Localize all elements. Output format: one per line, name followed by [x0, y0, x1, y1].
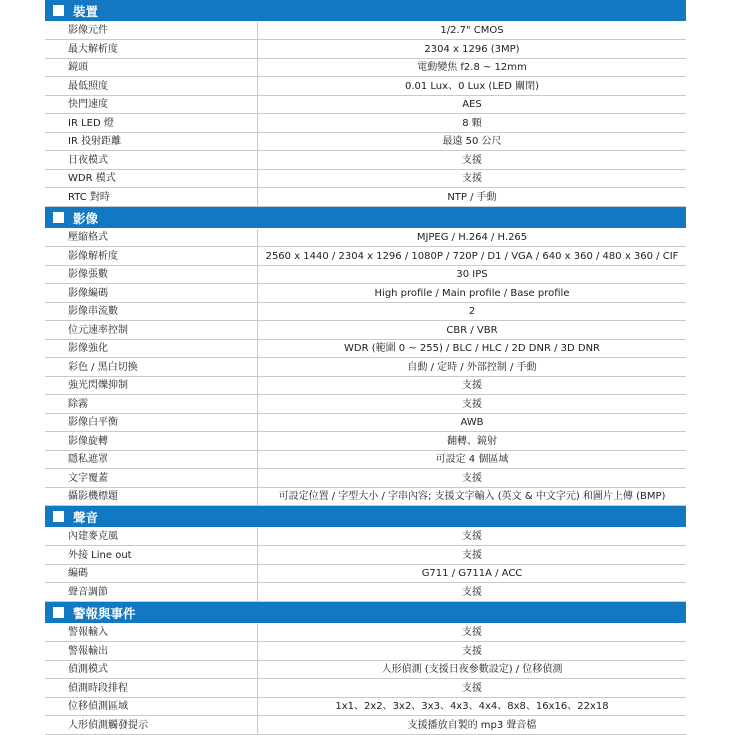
spec-value: 支援 [462, 380, 482, 391]
spec-row [45, 469, 686, 488]
section-title: 裝置 [73, 3, 99, 19]
spec-value: 支援 [462, 646, 482, 657]
spec-row [45, 395, 686, 414]
section-square-icon [53, 511, 64, 522]
spec-label: 最低照度 [45, 77, 258, 95]
spec-label: 影像張數 [45, 266, 258, 283]
spec-label: 文字覆蓋 [45, 469, 258, 487]
spec-value: 電動變焦 f2.8 ~ 12mm [417, 62, 527, 73]
spec-label: 內建麥克風 [45, 528, 258, 545]
spec-row [45, 642, 686, 661]
spec-label: 攝影機標題 [45, 488, 258, 505]
spec-row [45, 358, 686, 377]
spec-row [45, 679, 686, 698]
spec-row [45, 698, 686, 716]
spec-value: 可設定位置 / 字型大小 / 字串內容; 支援文字輸入 (英文 & 中文字元) 和圖片上傳 (BMP) [278, 491, 666, 502]
spec-row [45, 546, 686, 565]
section-title: 影像 [73, 210, 99, 226]
spec-label: 最大解析度 [45, 40, 258, 58]
spec-row [45, 528, 686, 546]
spec-value: 支援 [462, 473, 482, 484]
spec-value: 支援 [462, 399, 482, 410]
section-square-icon [53, 607, 64, 618]
spec-row [45, 229, 686, 247]
spec-label: 影像解析度 [45, 247, 258, 265]
spec-sheet [45, 0, 686, 735]
spec-row [45, 583, 686, 602]
spec-label: 影像強化 [45, 340, 258, 357]
spec-value: MJPEG / H.264 / H.265 [416, 232, 528, 243]
spec-row [45, 661, 686, 679]
spec-value: AWB [460, 417, 484, 428]
spec-label: WDR 模式 [45, 170, 258, 187]
spec-value: CBR / VBR [446, 325, 498, 336]
spec-row [45, 170, 686, 188]
spec-row [45, 114, 686, 133]
spec-label: 影像元件 [45, 22, 258, 39]
spec-value: 支援 [462, 587, 482, 598]
spec-label: 位元速率控制 [45, 321, 258, 339]
spec-row [45, 488, 686, 506]
spec-row [45, 247, 686, 266]
spec-label: 警報輸入 [45, 624, 258, 641]
spec-row [45, 451, 686, 469]
spec-value: G711 / G711A / ACC [421, 568, 523, 579]
spec-value: 0.01 Lux、0 Lux (LED 關閉) [404, 81, 540, 92]
spec-label: 位移偵測區域 [45, 698, 258, 715]
section-header [45, 506, 686, 528]
spec-value: 30 IPS [456, 269, 488, 280]
spec-label: 壓縮格式 [45, 229, 258, 246]
spec-value: 支援 [462, 627, 482, 638]
spec-value: 8 顆 [462, 118, 482, 129]
spec-row [45, 716, 686, 735]
spec-value: 支援 [462, 531, 482, 542]
spec-row [45, 77, 686, 96]
spec-value: 自動 / 定時 / 外部控制 / 手動 [407, 362, 537, 373]
spec-value: 可設定 4 個區域 [435, 454, 509, 465]
spec-row [45, 266, 686, 284]
spec-label: 影像串流數 [45, 303, 258, 320]
spec-value: 最遠 50 公尺 [442, 136, 502, 147]
spec-value: 支援 [462, 683, 482, 694]
spec-label: 鏡頭 [45, 59, 258, 76]
section-square-icon [53, 5, 64, 16]
spec-label: 偵測模式 [45, 661, 258, 678]
spec-row [45, 188, 686, 207]
spec-label: 除霧 [45, 395, 258, 413]
spec-row [45, 624, 686, 642]
spec-label: 外接 Line out [45, 546, 258, 564]
spec-label: 影像旋轉 [45, 432, 258, 450]
spec-row [45, 414, 686, 432]
spec-label: 人形偵測觸發提示 [45, 716, 258, 734]
spec-row [45, 321, 686, 340]
spec-value: AES [462, 99, 482, 110]
spec-label: 強光閃爍抑制 [45, 377, 258, 394]
spec-value: 人形偵測 (支援日夜參數設定) / 位移偵測 [381, 664, 563, 675]
spec-row [45, 133, 686, 151]
spec-value: 支援 [462, 173, 482, 184]
spec-row [45, 22, 686, 40]
spec-value: 支援 [462, 155, 482, 166]
spec-value: 2304 x 1296 (3MP) [424, 44, 520, 55]
spec-label: 聲音調節 [45, 583, 258, 601]
spec-value: 1x1、2x2、3x2、3x3、4x3、4x4、8x8、16x16、22x18 [335, 701, 609, 712]
spec-row [45, 151, 686, 170]
spec-row [45, 432, 686, 451]
spec-label: 彩色 / 黑白切換 [45, 358, 258, 376]
section-title: 聲音 [73, 509, 99, 525]
spec-label: 編碼 [45, 565, 258, 582]
spec-value: WDR (範圍 0 ~ 255) / BLC / HLC / 2D DNR / 3D DNR [343, 343, 600, 354]
spec-row [45, 565, 686, 583]
spec-value: 1/2.7" CMOS [440, 25, 504, 36]
spec-row [45, 59, 686, 77]
section-square-icon [53, 212, 64, 223]
spec-row [45, 284, 686, 303]
spec-label: 影像白平衡 [45, 414, 258, 431]
section-header [45, 207, 686, 229]
spec-row [45, 96, 686, 114]
spec-value: 翻轉、鏡射 [447, 436, 497, 447]
section-header [45, 602, 686, 624]
spec-value: 支援播放自製的 mp3 聲音檔 [407, 720, 537, 731]
spec-value: 支援 [462, 550, 482, 561]
spec-label: 警報輸出 [45, 642, 258, 660]
spec-label: 偵測時段排程 [45, 679, 258, 697]
section-header [45, 0, 686, 22]
spec-row [45, 340, 686, 358]
spec-value: NTP / 手動 [447, 192, 497, 203]
spec-label: 快門速度 [45, 96, 258, 113]
spec-label: RTC 對時 [45, 188, 258, 206]
spec-label: 影像編碼 [45, 284, 258, 302]
spec-value: High profile / Main profile / Base profile [374, 288, 570, 299]
spec-label: 隱私遮罩 [45, 451, 258, 468]
spec-row [45, 303, 686, 321]
spec-row [45, 377, 686, 395]
spec-label: 日夜模式 [45, 151, 258, 169]
spec-label: IR 投射距離 [45, 133, 258, 150]
section-title: 警報與事件 [73, 605, 136, 621]
spec-value: 2560 x 1440 / 2304 x 1296 / 1080P / 720P / D1 / VGA / 640 x 360 / 480 x 360 / CIF [265, 251, 679, 262]
spec-label: IR LED 燈 [45, 114, 258, 132]
spec-value: 2 [468, 306, 476, 317]
spec-row [45, 40, 686, 59]
